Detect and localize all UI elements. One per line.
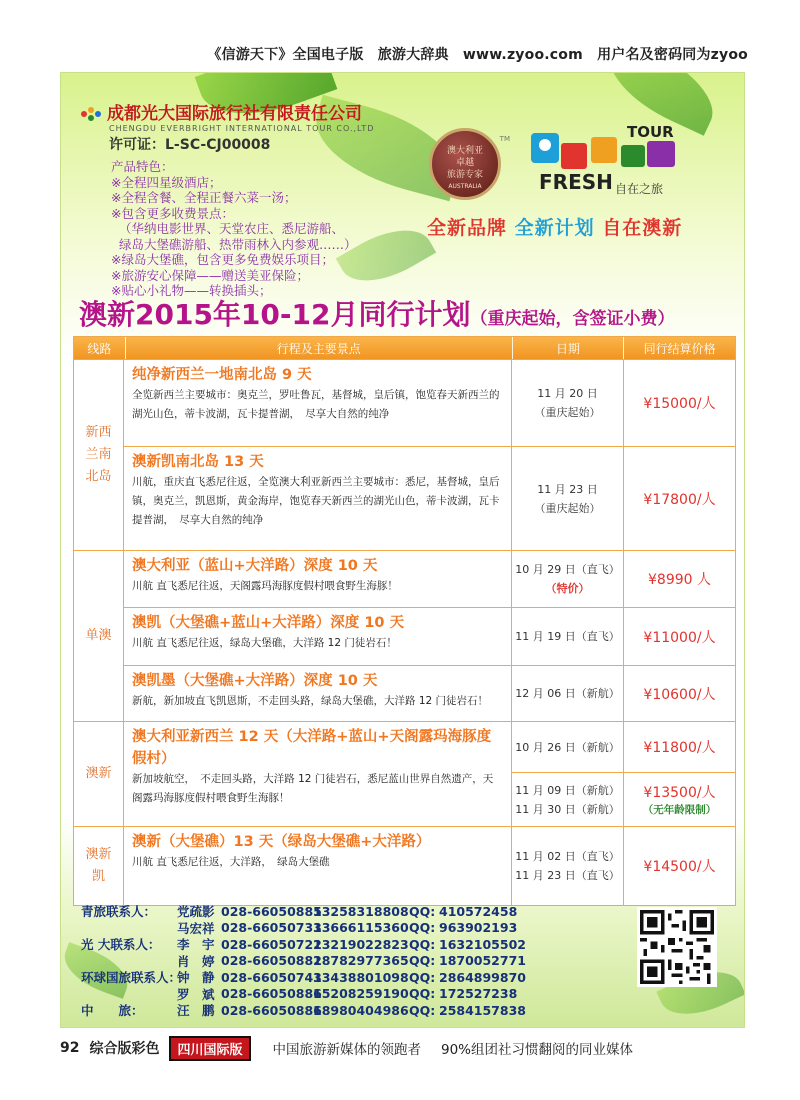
- route-group: [74, 550, 735, 721]
- feature-line: ※旅游安心保障——赠送美亚保险；: [111, 267, 309, 283]
- footer-tagline: 90%组团社习惯翻阅的同业媒体: [441, 1042, 634, 1058]
- contact-row: 光 大联系人： 李 宇 028-66050722 13219022823 QQ: 1632105502: [81, 936, 526, 953]
- top-banner: 《信游天下》全国电子版 旅游大辞典 www.zyoo.com 用户名及密码同为zyoo: [207, 47, 748, 63]
- company-logo-icon: [79, 105, 103, 123]
- qr-code-icon: [637, 907, 717, 987]
- feature-line: 产品特色：: [111, 159, 174, 174]
- contact-row: 罗 斌 028-66050886 15208259190 QQ: 172527238: [177, 986, 518, 1002]
- contact-list: [81, 903, 601, 1019]
- company-name: 成都光大国际旅行社有限责任公司: [107, 104, 362, 124]
- contact-row: 马宏祥 028-66050733 13666115360 QQ: 963902193: [177, 920, 518, 936]
- group-name: 澳新: [74, 722, 124, 826]
- table-row: 澳凯（大堡礁+蓝山+大洋路）深度 10 天 川航 直飞悉尼往返，绿岛大堡礁，大洋路 12 门徒岩石！ 11 月 19 日（直飞） ¥11000/人: [124, 607, 735, 665]
- table-row: 澳大利亚（蓝山+大洋路）深度 10 天 川航 直飞悉尼往返，天阁露玛海豚度假村喂食野生海豚！ 10 月 29 日（直飞） （特价） ¥8990 人: [124, 551, 735, 607]
- table-row: 澳新（大堡礁）13 天（绿岛大堡礁+大洋路） 川航 直飞悉尼往返，大洋路， 绿岛大堡礁 11 月 02 日（直飞） 11 月 23 日（直飞） ¥14500/人: [124, 827, 735, 905]
- table-row: 纯净新西兰一地南北岛 9 天 全览新西兰主要城市：奥克兰，罗吐鲁瓦，基督城，皇后镇，饱览春天新西兰的湖光山色，蒂卡波湖，瓦卡提普湖， 尽享大自然的纯净 11 月 20 日 （重庆起始） ¥15000/人: [124, 360, 735, 446]
- feature-line: ※贴心小礼物——转换插头；: [111, 283, 272, 298]
- table-header: 线路 行程及主要景点 日期 同行结算价格: [74, 337, 735, 359]
- page-title: 澳新2015年10-12月同行计划（重庆起始，含签证小费）: [79, 298, 675, 331]
- license-number: 许可证：L-SC-CJ00008: [109, 137, 271, 153]
- fresh-tour-logo: [531, 123, 681, 201]
- feature-line: ※包含更多收费景点：: [111, 205, 234, 221]
- contact-row: 中 旅： 汪 鹏 028-66050886 18980404986 QQ: 2584157838: [81, 1002, 526, 1019]
- svg-text:FRESH: FRESH: [539, 170, 613, 194]
- contact-row: 肖 婷 028-66050882 18782977365 QQ: 1870052771: [177, 953, 526, 969]
- contact-row: 环球国旅联系人： 钟 静 028-66050743 13438801098 QQ: 2864899870: [81, 969, 526, 986]
- contact-row: 青旅联系人： 党疏影 028-66050885 13258318808 QQ: 410572458: [81, 903, 518, 920]
- route-group: [74, 721, 735, 826]
- feature-line: ※绿岛大堡礁，包含更多免费娱乐项目；: [111, 252, 334, 267]
- ad-poster: [60, 72, 745, 1028]
- company-name-en: CHENGDU EVERBRIGHT INTERNATIONAL TOUR CO.,LTD: [109, 124, 375, 133]
- feature-line: （华纳电影世界、天堂农庄、悉尼游船、: [119, 221, 345, 236]
- page-number: 92: [60, 1040, 80, 1056]
- footer-tagline: 中国旅游新媒体的领跑者: [272, 1042, 421, 1058]
- svg-text:自在之旅: 自在之旅: [615, 182, 664, 196]
- svg-text:TOUR: TOUR: [627, 123, 674, 141]
- feature-line: ※全程四星级酒店；: [111, 174, 222, 190]
- route-group: [74, 826, 735, 905]
- australia-expert-badge: 澳大利亚 卓越 旅游专家 AUSTRALIA TM: [429, 128, 501, 200]
- group-name: 澳新凯: [74, 827, 124, 905]
- slogan: 全新品牌 全新计划 自在澳新: [427, 217, 683, 239]
- section-label: 综合版彩色: [89, 1041, 160, 1057]
- page-footer: [60, 1037, 745, 1059]
- feature-line: ※全程含餐、全程正餐六菜一汤；: [111, 190, 297, 205]
- company-header: [79, 99, 374, 154]
- product-features: [111, 159, 357, 299]
- table-row: 澳大利亚新西兰 12 天（大洋路+蓝山+天阁露玛海豚度假村） 新加坡航空， 不走回头路，大洋路 12 门徒岩石，悉尼蓝山世界自然遗产，天阁露玛海豚度假村喂食野生海豚！ 10 月 26 日（新航） ¥11800/人 11 月 09 日（新航） 11 月 30 日（新航） ¥13500/人 （无年龄限制）: [124, 722, 735, 826]
- edition-label: 四川国际版: [169, 1036, 250, 1061]
- table-row: 澳凯墨（大堡礁+大洋路）深度 10 天 新航，新加坡直飞凯恩斯，不走回头路，绿岛大堡礁，大洋路 12 门徒岩石！ 12 月 06 日（新航） ¥10600/人: [124, 665, 735, 721]
- route-group: [74, 359, 735, 550]
- group-name: 单澳: [74, 551, 124, 721]
- table-row: 澳新凯南北岛 13 天 川航，重庆直飞悉尼往返，全览澳大利亚新西兰主要城市：悉尼，基督城，皇后镇，奥克兰，凯恩斯，黄金海岸，饱览春天新西兰的湖光山色，蒂卡波湖，瓦卡提普湖， 尽享大自然的纯净 11 月 23 日 （重庆起始） ¥17800/人: [124, 446, 735, 550]
- itinerary-table: [73, 336, 736, 906]
- feature-line: 绿岛大堡礁游船、热带雨林入内参观……）: [119, 236, 357, 252]
- group-name: 新西兰南北岛: [74, 360, 124, 550]
